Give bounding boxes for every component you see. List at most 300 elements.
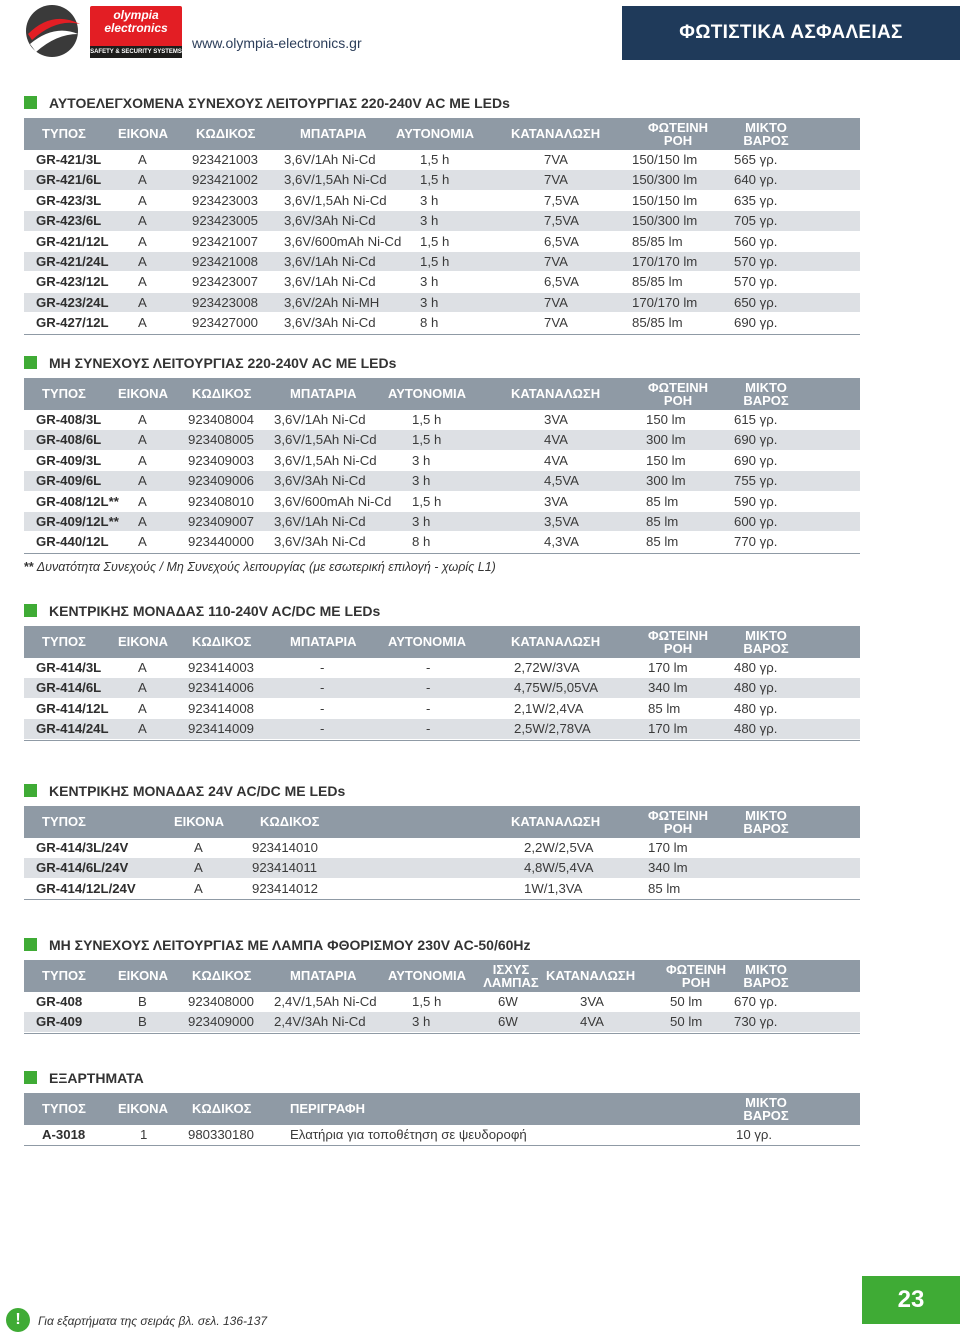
table-cell: 2,1W/2,4VA: [514, 700, 584, 716]
table-cell: 923440000: [188, 534, 255, 550]
table-cell: 340 lm: [648, 680, 688, 696]
table-cell: 923414009: [188, 721, 255, 737]
table-cell: 1,5 h: [412, 412, 442, 427]
column-header: ΜΙΚΤΟ ΒΑΡΟΣ: [743, 628, 789, 656]
table-cell: 923423005: [192, 213, 259, 229]
table-header: [24, 118, 860, 150]
table-cell: 300 lm: [646, 432, 686, 448]
column-header: ΕΙΚΟΝΑ: [118, 968, 168, 983]
column-header: ΜΠΑΤΑΡΙΑ: [300, 126, 367, 141]
table-cell: 6W: [498, 1014, 518, 1030]
table-cell: 150/150 lm: [632, 192, 698, 208]
table-cell: GR-408/12L**: [36, 493, 119, 509]
table-cell: 7VA: [544, 152, 568, 167]
table-row: [24, 211, 860, 231]
column-header: ΕΙΚΟΝΑ: [118, 1101, 168, 1116]
table-row: [24, 512, 860, 532]
table-cell: 635 γρ.: [734, 192, 778, 208]
table-cell: 3,6V/3Ah Ni-Cd: [284, 315, 376, 331]
table-cell: -: [320, 700, 325, 716]
column-header: ΤΥΠΟΣ: [42, 968, 86, 983]
table-cell: A: [138, 192, 147, 208]
table-cell: 3,6V/2Ah Ni-MH: [284, 294, 380, 310]
table-cell: 2,4V/3Ah Ni-Cd: [274, 1014, 366, 1030]
brand-logo: [90, 6, 182, 58]
table-cell: GR-408: [36, 994, 83, 1009]
table-cell: -: [320, 680, 325, 696]
table-cell: 923414011: [252, 860, 318, 876]
product-table: [24, 806, 860, 900]
section-title: [24, 603, 380, 619]
table-cell: 570 γρ.: [734, 274, 778, 290]
table-row: [24, 1012, 860, 1032]
table-cell: 4VA: [544, 432, 568, 448]
column-header: ΑΥΤΟΝΟΜΙΑ: [388, 968, 467, 983]
table-cell: 2,4V/1,5Ah Ni-Cd: [274, 994, 377, 1009]
table-cell: 170 lm: [648, 721, 688, 737]
table-cell: 1,5 h: [420, 253, 450, 269]
table-cell: 7VA: [544, 315, 568, 331]
column-header: ΙΣΧΥΣ ΛΑΜΠΑΣ: [483, 962, 539, 990]
table-cell: 690 γρ.: [734, 452, 778, 468]
table-cell: GR-408/3L: [36, 412, 102, 427]
table-cell: 650 γρ.: [734, 294, 778, 310]
table-row: [24, 170, 860, 190]
table-cell: A: [138, 493, 147, 509]
table-row: [24, 858, 860, 878]
column-header: ΚΩΔΙΚΟΣ: [260, 814, 320, 829]
table-cell: 1W/1,3VA: [524, 880, 583, 896]
column-header: ΦΩΤΕΙΝΗ ΡΟΗ: [647, 628, 709, 656]
table-cell: 3 h: [412, 452, 431, 468]
table-cell: 2,5W/2,78VA: [514, 721, 591, 737]
table-cell: 3VA: [544, 493, 568, 509]
product-table: [24, 1093, 860, 1146]
table-cell: 3,5VA: [544, 513, 579, 529]
column-header: ΜΙΚΤΟ ΒΑΡΟΣ: [743, 380, 789, 408]
table-cell: 480 γρ.: [734, 700, 778, 716]
section-title: [24, 783, 345, 799]
table-cell: 923414012: [252, 880, 319, 896]
table-cell: A: [138, 315, 147, 331]
table-row: [24, 838, 860, 858]
table-cell: GR-414/6L: [36, 680, 102, 696]
table-cell: 480 γρ.: [734, 721, 778, 737]
table-cell: 3,6V/1,5Ah Ni-Cd: [274, 452, 377, 468]
table-divider: [24, 1033, 860, 1034]
table-cell: 170 lm: [648, 660, 688, 675]
table-row: [24, 992, 860, 1012]
table-cell: 1,5 h: [412, 994, 442, 1009]
table-cell: 923408010: [188, 493, 255, 509]
table-cell: A: [138, 253, 147, 269]
table-cell: A: [138, 294, 147, 310]
footnote: [24, 560, 496, 574]
table-cell: 4,3VA: [544, 534, 579, 550]
table-cell: GR-409/12L**: [36, 513, 119, 529]
table-cell: A: [138, 680, 147, 696]
table-cell: 150 lm: [646, 452, 686, 468]
table-row: [24, 532, 860, 552]
table-row: [24, 410, 860, 430]
table-row: [24, 678, 860, 698]
table-cell: A: [138, 534, 147, 550]
table-cell: A: [194, 860, 203, 876]
table-cell: GR-409/6L: [36, 473, 102, 489]
column-header: ΕΙΚΟΝΑ: [118, 634, 168, 649]
table-cell: GR-440/12L: [36, 534, 109, 550]
table-cell: 4VA: [580, 1014, 604, 1030]
table-cell: 10 γρ.: [736, 1127, 773, 1142]
table-cell: A: [138, 274, 147, 290]
table-cell: 50 lm: [670, 1014, 703, 1030]
table-cell: 3 h: [420, 294, 439, 310]
section-title-text: ΑΥΤΟΕΛΕΓΧΟΜΕΝΑ ΣΥΝΕΧΟΥΣ ΛΕΙΤΟΥΡΓΙΑΣ 220-240V AC ME LEDs: [49, 95, 510, 111]
table-cell: 7,5VA: [544, 192, 579, 208]
table-cell: GR-414/3L/24V: [36, 840, 129, 855]
table-row: [24, 471, 860, 491]
table-cell: 3,6V/1Ah Ni-Cd: [274, 513, 366, 529]
table-cell: 670 γρ.: [734, 994, 778, 1009]
table-row: [24, 451, 860, 471]
column-header: ΦΩΤΕΙΝΗ ΡΟΗ: [647, 808, 709, 836]
table-cell: A: [138, 513, 147, 529]
green-square-icon: [24, 96, 37, 109]
table-row: [24, 492, 860, 512]
table-cell: GR-409/3L: [36, 452, 102, 468]
table-cell: 1,5 h: [420, 152, 450, 167]
product-table: [24, 626, 860, 741]
table-cell: 923421008: [192, 253, 259, 269]
column-header: ΦΩΤΕΙΝΗ ΡΟΗ: [647, 380, 709, 408]
table-cell: 923409000: [188, 1014, 255, 1030]
table-cell: 590 γρ.: [734, 493, 778, 509]
column-header: ΤΥΠΟΣ: [42, 1101, 86, 1116]
section-title-text: ΜΗ ΣΥΝΕΧΟΥΣ ΛΕΙΤΟΥΡΓΙΑΣ ΜΕ ΛΑΜΠΑ ΦΘΟΡΙΣΜΟΥ 230V AC-50/60Hz: [49, 937, 531, 953]
table-cell: 340 lm: [648, 860, 688, 876]
table-cell: 570 γρ.: [734, 253, 778, 269]
table-cell: 923408004: [188, 412, 255, 427]
table-cell: 150 lm: [646, 412, 686, 427]
green-square-icon: [24, 356, 37, 369]
table-cell: 50 lm: [670, 994, 703, 1009]
table-cell: 4,75W/5,05VA: [514, 680, 599, 696]
table-cell: 923414008: [188, 700, 255, 716]
table-cell: 3,6V/1Ah Ni-Cd: [284, 253, 376, 269]
table-cell: 4,5VA: [544, 473, 579, 489]
table-cell: 170/170 lm: [632, 253, 698, 269]
table-cell: 615 γρ.: [734, 412, 778, 427]
table-cell: 3,6V/1Ah Ni-Cd: [284, 152, 376, 167]
table-cell: GR-423/12L: [36, 274, 109, 290]
section-title: [24, 937, 531, 953]
table-cell: 6W: [498, 994, 518, 1009]
table-cell: 3VA: [544, 412, 568, 427]
table-cell: GR-423/6L: [36, 213, 102, 229]
footnote-marker: **: [24, 560, 34, 574]
footer-note: Για εξαρτήματα της σειράς βλ. σελ. 136-137: [38, 1314, 268, 1328]
table-cell: 770 γρ.: [734, 534, 778, 550]
table-header: [24, 378, 860, 410]
section-title-text: ΜΗ ΣΥΝΕΧΟΥΣ ΛΕΙΤΟΥΡΓΙΑΣ 220-240V AC ME LEDs: [49, 355, 397, 371]
table-cell: 2,2W/2,5VA: [524, 840, 594, 855]
table-row: [24, 252, 860, 272]
table-cell: 8 h: [420, 315, 439, 331]
column-header: ΜΙΚΤΟ ΒΑΡΟΣ: [743, 120, 789, 148]
table-cell: B: [138, 994, 147, 1009]
table-cell: 7VA: [544, 253, 568, 269]
table-cell: 3,6V/600mAh Ni-Cd: [274, 493, 392, 509]
table-cell: 3,6V/3Ah Ni-Cd: [274, 534, 366, 550]
table-row: [24, 191, 860, 211]
table-row: [24, 232, 860, 252]
section-title: [24, 1070, 144, 1086]
column-header: ΑΥΤΟΝΟΜΙΑ: [396, 126, 475, 141]
table-header: [24, 626, 860, 658]
table-cell: 6,5VA: [544, 233, 579, 249]
table-cell: 300 lm: [646, 473, 686, 489]
table-cell: A: [138, 473, 147, 489]
table-row: [24, 879, 860, 899]
exclamation-icon: !: [6, 1308, 30, 1332]
table-cell: 923427000: [192, 315, 259, 331]
table-cell: 7VA: [544, 294, 568, 310]
table-cell: 7,5VA: [544, 213, 579, 229]
brand-name-line1: olympia: [113, 8, 159, 22]
column-header: ΦΩΤΕΙΝΗ ΡΟΗ: [647, 120, 709, 148]
table-cell: 730 γρ.: [734, 1014, 778, 1030]
table-cell: 1,5 h: [412, 493, 442, 509]
table-cell: -: [426, 721, 431, 737]
column-header: ΤΥΠΟΣ: [42, 386, 86, 401]
table-cell: A: [138, 432, 147, 448]
table-cell: 1,5 h: [420, 172, 450, 188]
table-cell: A: [138, 700, 147, 716]
table-cell: 690 γρ.: [734, 432, 778, 448]
table-cell: GR-414/6L/24V: [36, 860, 129, 876]
table-cell: 4VA: [544, 452, 568, 468]
table-divider: [24, 553, 860, 554]
column-header: ΠΕΡΙΓΡΑΦΗ: [290, 1101, 365, 1116]
table-cell: 6,5VA: [544, 274, 579, 290]
table-row: [24, 272, 860, 292]
table-cell: 85/85 lm: [632, 233, 683, 249]
column-header: ΜΠΑΤΑΡΙΑ: [290, 386, 357, 401]
column-header: ΤΥΠΟΣ: [42, 634, 86, 649]
section-title-text: ΚΕΝΤΡΙΚΗΣ ΜΟΝΑΔΑΣ 24V AC/DC ME LEDs: [49, 783, 346, 799]
table-cell: 560 γρ.: [734, 233, 778, 249]
table-cell: GR-409: [36, 1014, 83, 1030]
table-cell: 3 h: [420, 213, 439, 229]
table-cell: 85/85 lm: [632, 274, 683, 290]
section-title-text: ΚΕΝΤΡΙΚΗΣ ΜΟΝΑΔΑΣ 110-240V AC/DC ME LEDs: [49, 603, 381, 619]
table-cell: Ελατήρια για τοποθέτηση σε ψευδοροφή: [290, 1127, 527, 1142]
table-header: [24, 1093, 860, 1125]
page-number: 23: [862, 1276, 960, 1324]
table-cell: 3,6V/1,5Ah Ni-Cd: [274, 432, 377, 448]
table-cell: 85 lm: [648, 700, 681, 716]
table-row: [24, 293, 860, 313]
table-header: [24, 960, 860, 992]
column-header: ΑΥΤΟΝΟΜΙΑ: [388, 386, 467, 401]
table-cell: 923423007: [192, 274, 259, 290]
table-cell: 85 lm: [646, 493, 679, 509]
table-cell: 1: [140, 1127, 148, 1142]
column-header: ΚΩΔΙΚΟΣ: [196, 126, 256, 141]
table-cell: GR-421/6L: [36, 172, 102, 188]
table-row: [24, 699, 860, 719]
table-cell: 923414006: [188, 680, 255, 696]
table-cell: 85 lm: [646, 534, 679, 550]
column-header: ΚΑΤΑΝΑΛΩΣΗ: [511, 386, 601, 401]
column-header: ΕΙΚΟΝΑ: [174, 814, 224, 829]
table-cell: A: [138, 412, 147, 427]
table-cell: 923421007: [192, 233, 259, 249]
table-cell: 923409003: [188, 452, 255, 468]
column-header: ΕΙΚΟΝΑ: [118, 126, 168, 141]
table-cell: 3,6V/3Ah Ni-Cd: [274, 473, 366, 489]
table-cell: 565 γρ.: [734, 152, 778, 167]
table-cell: 2,72W/3VA: [514, 660, 580, 675]
table-cell: -: [426, 700, 431, 716]
table-cell: 3 h: [420, 192, 439, 208]
table-cell: 3,6V/1Ah Ni-Cd: [274, 412, 366, 427]
table-cell: 923409007: [188, 513, 255, 529]
table-cell: 170/170 lm: [632, 294, 698, 310]
brand-url[interactable]: www.olympia-electronics.gr: [192, 35, 362, 51]
table-cell: GR-423/3L: [36, 192, 102, 208]
column-header: ΚΑΤΑΝΑΛΩΣΗ: [511, 126, 601, 141]
table-cell: 3,6V/3Ah Ni-Cd: [284, 213, 376, 229]
table-cell: 980330180: [188, 1127, 255, 1142]
table-cell: 4,8W/5,4VA: [524, 860, 594, 876]
page-title: ΦΩΤΙΣΤΙΚΑ ΑΣΦΑΛΕΙΑΣ: [622, 6, 960, 60]
column-header: ΦΩΤΕΙΝΗ ΡΟΗ: [665, 962, 727, 990]
table-cell: A: [138, 172, 147, 188]
table-cell: 923414003: [188, 660, 255, 675]
table-cell: 8 h: [412, 534, 431, 550]
green-square-icon: [24, 784, 37, 797]
table-row: [24, 430, 860, 450]
table-cell: -: [320, 660, 325, 675]
product-table: [24, 960, 860, 1034]
column-header: ΤΥΠΟΣ: [42, 126, 86, 141]
table-cell: 3 h: [412, 473, 431, 489]
table-cell: 755 γρ.: [734, 473, 778, 489]
column-header: ΜΠΑΤΑΡΙΑ: [290, 968, 357, 983]
column-header: ΤΥΠΟΣ: [42, 814, 86, 829]
brand-name-line2: electronics: [104, 21, 168, 35]
table-cell: A: [138, 452, 147, 468]
table-cell: 923414010: [252, 840, 319, 855]
table-cell: 923421003: [192, 152, 259, 167]
green-square-icon: [24, 1071, 37, 1084]
table-cell: 170 lm: [648, 840, 688, 855]
column-header: ΚΑΤΑΝΑΛΩΣΗ: [546, 968, 636, 983]
column-header: ΜΠΑΤΑΡΙΑ: [290, 634, 357, 649]
table-cell: 85 lm: [648, 880, 681, 896]
table-cell: 480 γρ.: [734, 680, 778, 696]
table-header: [24, 806, 860, 838]
column-header: ΚΩΔΙΚΟΣ: [192, 968, 252, 983]
table-divider: [24, 1145, 860, 1146]
table-cell: GR-421/12L: [36, 233, 109, 249]
table-cell: 1,5 h: [412, 432, 442, 448]
table-cell: 3 h: [420, 274, 439, 290]
table-cell: 3 h: [412, 1014, 431, 1030]
table-cell: 7VA: [544, 172, 568, 188]
table-cell: 923423003: [192, 192, 259, 208]
table-cell: 923421002: [192, 172, 259, 188]
table-row: [24, 1125, 860, 1145]
table-cell: 1,5 h: [420, 233, 450, 249]
table-cell: GR-421/3L: [36, 152, 102, 167]
column-header: ΚΩΔΙΚΟΣ: [192, 386, 252, 401]
table-cell: 923408000: [188, 994, 255, 1009]
table-cell: 150/300 lm: [632, 213, 698, 229]
table-cell: 923423008: [192, 294, 259, 310]
section-title-text: ΕΞΑΡΤΗΜΑΤΑ: [49, 1070, 144, 1086]
table-cell: 3,6V/1,5Ah Ni-Cd: [284, 192, 387, 208]
table-cell: 600 γρ.: [734, 513, 778, 529]
table-cell: GR-427/12L: [36, 315, 109, 331]
column-header: ΚΑΤΑΝΑΛΩΣΗ: [511, 634, 601, 649]
table-divider: [24, 334, 860, 335]
table-cell: 923409006: [188, 473, 255, 489]
table-cell: A: [138, 660, 147, 675]
table-cell: B: [138, 1014, 147, 1030]
table-cell: A: [194, 840, 203, 855]
table-row: [24, 658, 860, 678]
table-cell: 85/85 lm: [632, 315, 683, 331]
table-cell: -: [426, 660, 431, 675]
table-cell: 690 γρ.: [734, 315, 778, 331]
table-divider: [24, 899, 860, 900]
table-cell: A: [138, 213, 147, 229]
table-divider: [24, 740, 860, 741]
table-cell: 705 γρ.: [734, 213, 778, 229]
column-header: ΚΩΔΙΚΟΣ: [192, 634, 252, 649]
table-cell: 85 lm: [646, 513, 679, 529]
table-cell: A-3018: [42, 1127, 86, 1142]
table-row: [24, 719, 860, 739]
column-header: ΜΙΚΤΟ ΒΑΡΟΣ: [743, 962, 789, 990]
table-cell: GR-414/24L: [36, 721, 109, 737]
table-cell: GR-414/12L: [36, 700, 109, 716]
product-table: [24, 118, 860, 335]
table-cell: GR-421/24L: [36, 253, 109, 269]
table-cell: -: [320, 721, 325, 737]
table-cell: A: [138, 721, 147, 737]
page-header: [0, 0, 960, 62]
table-cell: A: [194, 880, 203, 896]
table-cell: GR-414/3L: [36, 660, 102, 675]
column-header: ΚΩΔΙΚΟΣ: [192, 1101, 252, 1116]
section-title: [24, 355, 396, 371]
column-header: ΚΑΤΑΝΑΛΩΣΗ: [511, 814, 601, 829]
olympia-logo-icon: [22, 4, 84, 58]
table-cell: GR-408/6L: [36, 432, 102, 448]
column-header: ΑΥΤΟΝΟΜΙΑ: [388, 634, 467, 649]
table-cell: 150/300 lm: [632, 172, 698, 188]
table-cell: 923408005: [188, 432, 255, 448]
brand-tagline: SAFETY & SECURITY SYSTEMS: [90, 46, 182, 58]
table-cell: 3 h: [412, 513, 431, 529]
product-table: [24, 378, 860, 554]
table-cell: A: [138, 233, 147, 249]
table-cell: -: [426, 680, 431, 696]
table-cell: 3,6V/1Ah Ni-Cd: [284, 274, 376, 290]
